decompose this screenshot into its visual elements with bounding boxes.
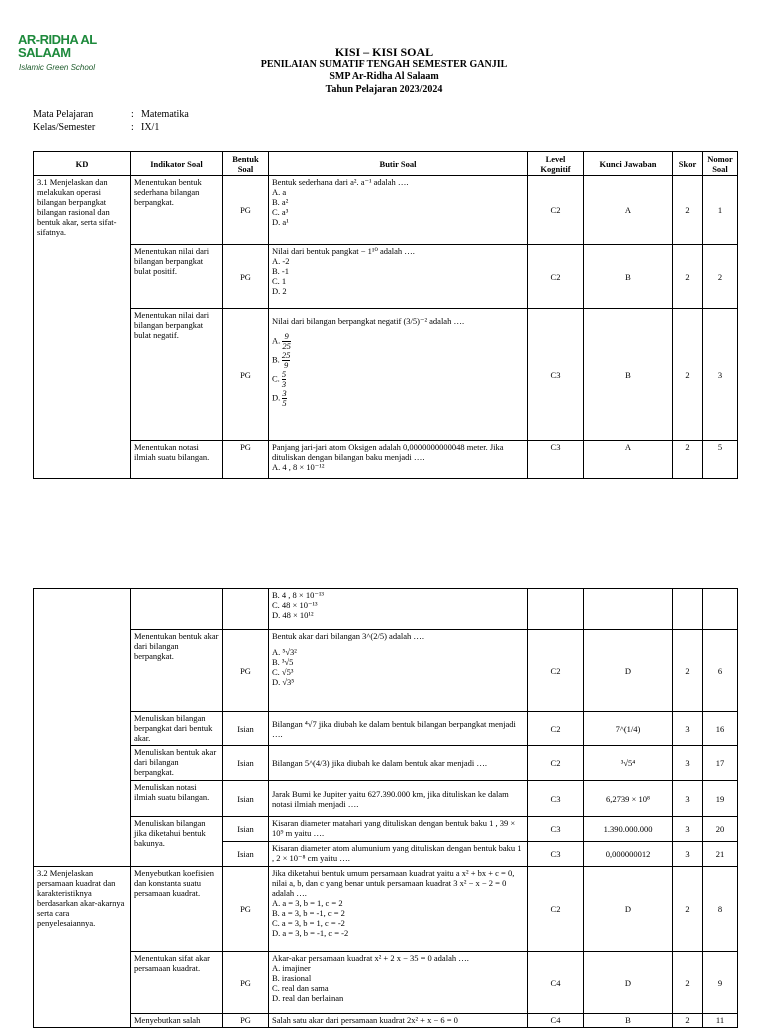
question-text: Jika diketahui bentuk umum persamaan kuadrat yaitu a x² + bx + c = 0, nilai a, b, dan c yang benar untuk persamaan kuadrat 3 x² − x − 2 = 0 adalah …. [272, 868, 515, 898]
table-header-row [34, 152, 738, 176]
table-row [34, 441, 738, 479]
nomor-cell: 19 [703, 781, 738, 817]
indikator-cell: Menyebutkan koefisien dan konstanta suatu persamaan kuadrat. [131, 867, 223, 952]
kunci-cell: B [584, 1014, 673, 1028]
option-c: C. a³ [272, 207, 289, 217]
table-row [34, 630, 738, 712]
nomor-cell: 16 [703, 712, 738, 746]
col-bentuk: Bentuk Soal [223, 152, 269, 176]
level-cell: C3 [528, 817, 584, 842]
question-text: Bentuk akar dari bilangan 3^(2/5) adalah …. [272, 631, 424, 641]
logo-wordmark: AR-RIDHA AL SALAAM [18, 32, 97, 60]
col-kunci: Kunci Jawaban [584, 152, 673, 176]
kunci-cell: ³√5⁴ [584, 746, 673, 781]
nomor-cell: 3 [703, 309, 738, 441]
level-cell: C2 [528, 746, 584, 781]
document-subtitle: PENILAIAN SUMATIF TENGAH SEMESTER GANJIL [260, 59, 508, 70]
option-c: C. 48 × 10⁻¹³ [272, 600, 318, 610]
option-b: B. a = 3, b = -1, c = 2 [272, 908, 345, 918]
nomor-cell: 5 [703, 441, 738, 479]
indikator-cell: Menuliskan bilangan jika diketahui bentuk bakunya. [131, 817, 223, 867]
option-d: D. a¹ [272, 217, 289, 227]
kunci-cell: 0,000000012 [584, 842, 673, 867]
bentuk-cell: Isian [223, 817, 269, 842]
level-cell: C3 [528, 781, 584, 817]
skor-cell [673, 589, 703, 630]
butir-cell: Bilangan ⁴√7 jika diubah ke dalam bentuk bilangan berpangkat menjadi …. [269, 712, 528, 746]
table-row [34, 781, 738, 817]
indikator-cell [131, 589, 223, 630]
kd-cell-continued [34, 589, 131, 867]
table-row [34, 817, 738, 842]
subject-row: Mata Pelajaran : Matematika [33, 109, 189, 120]
level-cell: C3 [528, 441, 584, 479]
option-c: C. 1 [272, 276, 287, 286]
bentuk-cell: Isian [223, 712, 269, 746]
option-b: B. -1 [272, 266, 289, 276]
level-cell: C3 [528, 309, 584, 441]
butir-cell [269, 952, 528, 1014]
level-cell: C2 [528, 176, 584, 245]
butir-cell: Bilangan 5^(4/3) jika diubah ke dalam bentuk akar menjadi …. [269, 746, 528, 781]
table-row [34, 245, 738, 309]
butir-cell: Kisaran diameter matahari yang dituliskan dengan bentuk baku 1 , 39 × 10⁹ m yaitu …. [269, 817, 528, 842]
kunci-cell: D [584, 867, 673, 952]
butir-cell: Kisaran diameter atom alumunium yang dituliskan dengan bentuk baku 1 , 2 × 10⁻⁸ cm yaitu …. [269, 842, 528, 867]
table-row [34, 309, 738, 441]
level-cell [528, 589, 584, 630]
bentuk-cell: PG [223, 630, 269, 712]
skor-cell: 3 [673, 746, 703, 781]
col-kd: KD [34, 152, 131, 176]
option-b: B. 4 , 8 × 10⁻¹³ [272, 590, 324, 600]
option-c: C. √5³ [272, 667, 294, 677]
kunci-cell: A [584, 176, 673, 245]
kisi-table-page2 [33, 588, 738, 1028]
col-butir: Butir Soal [269, 152, 528, 176]
kunci-cell: D [584, 630, 673, 712]
subject-value: Matematika [141, 109, 189, 120]
col-skor: Skor [673, 152, 703, 176]
indikator-cell: Menuliskan bentuk akar dari bilangan berpangkat. [131, 746, 223, 781]
kd-cell: 3.2 Menjelaskan persamaan kuadrat dan karakteristiknya berdasarkan akar-akarnya serta cara penyelesaiannya. [34, 867, 131, 1028]
level-cell: C2 [528, 712, 584, 746]
skor-cell: 2 [673, 176, 703, 245]
option-c: C. a = 3, b = 1, c = -2 [272, 918, 345, 928]
butir-cell: Jarak Bumi ke Jupiter yaitu 627.390.000 km, jika dituliskan ke dalam notasi ilmiah menjadi …. [269, 781, 528, 817]
kunci-cell [584, 589, 673, 630]
butir-cell [269, 867, 528, 952]
butir-cell: Salah satu akar dari persamaan kuadrat 2x² + x − 6 = 0 [269, 1014, 528, 1028]
kunci-cell: B [584, 245, 673, 309]
skor-cell: 2 [673, 867, 703, 952]
class-label: Kelas/Semester [33, 122, 96, 133]
option-b: B. $\frac{25}{9}$ [272, 350, 291, 370]
bentuk-cell [223, 589, 269, 630]
kd-cell: 3.1 Menjelaskan dan melakukan operasi bilangan berpangkat bilangan rasional dan bentuk akar, serta sifat-sifatnya. [34, 176, 131, 479]
table-row [34, 746, 738, 781]
document-title: KISI – KISI SOAL [334, 45, 434, 59]
kunci-cell: A [584, 441, 673, 479]
class-value: IX/1 [141, 122, 160, 133]
nomor-cell: 17 [703, 746, 738, 781]
question-text: Nilai dari bilangan berpangkat negatif (3/5)⁻² adalah …. [272, 316, 465, 326]
question-text: Akar-akar persamaan kuadrat x² + 2 x − 35 = 0 adalah …. [272, 953, 469, 963]
indikator-cell: Menuliskan notasi ilmiah suatu bilangan. [131, 781, 223, 817]
skor-cell: 2 [673, 1014, 703, 1028]
level-cell: C4 [528, 1014, 584, 1028]
table-row [34, 712, 738, 746]
nomor-cell: 1 [703, 176, 738, 245]
level-cell: C3 [528, 842, 584, 867]
option-b: B. ³√5 [272, 657, 294, 667]
academic-year: Tahun Pelajaran 2023/2024 [325, 84, 443, 95]
skor-cell: 2 [673, 309, 703, 441]
option-d: D. √3⁵ [272, 677, 295, 687]
indikator-cell: Menentukan nilai dari bilangan berpangkat bulat positif. [131, 245, 223, 309]
option-d: D. $\frac{3}{5}$ [272, 388, 287, 408]
bentuk-cell: PG [223, 309, 269, 441]
skor-cell: 2 [673, 245, 703, 309]
option-d: D. 2 [272, 286, 287, 296]
col-nomor: Nomor Soal [703, 152, 738, 176]
question-text: Nilai dari bentuk pangkat − 1¹⁰ adalah …. [272, 246, 415, 256]
butir-cell [269, 589, 528, 630]
nomor-cell: 2 [703, 245, 738, 309]
indikator-cell: Menentukan notasi ilmiah suatu bilangan. [131, 441, 223, 479]
skor-cell: 3 [673, 712, 703, 746]
skor-cell: 3 [673, 842, 703, 867]
skor-cell: 2 [673, 441, 703, 479]
butir-cell [269, 309, 528, 441]
table-row [34, 952, 738, 1014]
kisi-table-page1 [33, 151, 738, 479]
nomor-cell: 6 [703, 630, 738, 712]
level-cell: C2 [528, 245, 584, 309]
bentuk-cell: Isian [223, 746, 269, 781]
nomor-cell: 11 [703, 1014, 738, 1028]
question-text: Bentuk sederhana dari a². a⁻¹ adalah …. [272, 177, 409, 187]
butir-cell [269, 441, 528, 479]
indikator-cell: Menyebutkan salah [131, 1014, 223, 1028]
table-row [34, 1014, 738, 1028]
kunci-cell: 7^(1/4) [584, 712, 673, 746]
table-row [34, 867, 738, 952]
logo-tagline: Islamic Green School [19, 63, 96, 72]
butir-cell [269, 245, 528, 309]
indikator-cell: Menuliskan bilangan berpangkat dari bentuk akar. [131, 712, 223, 746]
butir-cell [269, 630, 528, 712]
col-indikator: Indikator Soal [131, 152, 223, 176]
option-a: A. 4 , 8 × 10⁻¹² [272, 462, 325, 472]
indikator-cell: Menentukan bentuk akar dari bilangan berpangkat. [131, 630, 223, 712]
option-a: A. a = 3, b = 1, c = 2 [272, 898, 343, 908]
skor-cell: 3 [673, 817, 703, 842]
question-text: Panjang jari-jari atom Oksigen adalah 0,0000000000048 meter. Jika dituliskan dengan bilangan baku menjadi …. [272, 442, 504, 462]
kunci-cell: B [584, 309, 673, 441]
table-row [34, 589, 738, 630]
indikator-cell: Menentukan sifat akar persamaan kuadrat. [131, 952, 223, 1014]
option-d: D. real dan berlainan [272, 993, 344, 1003]
nomor-cell [703, 589, 738, 630]
nomor-cell: 8 [703, 867, 738, 952]
skor-cell: 3 [673, 781, 703, 817]
option-a: A. ⁵√3² [272, 647, 297, 657]
kunci-cell: 1.390.000.000 [584, 817, 673, 842]
butir-cell [269, 176, 528, 245]
table-row [34, 176, 738, 245]
option-c: C. $\frac{5}{3}$ [272, 369, 287, 389]
school-name: SMP Ar-Ridha Al Salaam [329, 71, 439, 82]
option-b: B. irasional [272, 973, 312, 983]
subject-label: Mata Pelajaran [33, 109, 94, 120]
skor-cell: 2 [673, 630, 703, 712]
bentuk-cell: Isian [223, 842, 269, 867]
bentuk-cell: PG [223, 867, 269, 952]
bentuk-cell: PG [223, 952, 269, 1014]
class-row: Kelas/Semester : IX/1 [33, 122, 160, 133]
bentuk-cell: Isian [223, 781, 269, 817]
bentuk-cell: PG [223, 441, 269, 479]
skor-cell: 2 [673, 952, 703, 1014]
option-d: D. 48 × 10¹² [272, 610, 314, 620]
bentuk-cell: PG [223, 1014, 269, 1028]
option-d: D. a = 3, b = -1, c = -2 [272, 928, 349, 938]
indikator-cell: Menentukan nilai dari bilangan berpangkat bulat negatif. [131, 309, 223, 441]
nomor-cell: 9 [703, 952, 738, 1014]
indikator-cell: Menentukan bentuk sederhana bilangan berpangkat. [131, 176, 223, 245]
col-level: Level Kognitif [528, 152, 584, 176]
bentuk-cell: PG [223, 245, 269, 309]
option-c: C. real dan sama [272, 983, 329, 993]
nomor-cell: 21 [703, 842, 738, 867]
option-a: A. -2 [272, 256, 290, 266]
level-cell: C2 [528, 630, 584, 712]
option-a: A. $\frac{9}{25}$ [272, 331, 291, 351]
level-cell: C2 [528, 867, 584, 952]
kunci-cell: 6,2739 × 10⁸ [584, 781, 673, 817]
option-a: A. a [272, 187, 287, 197]
kunci-cell: D [584, 952, 673, 1014]
nomor-cell: 20 [703, 817, 738, 842]
level-cell: C4 [528, 952, 584, 1014]
option-b: B. a² [272, 197, 289, 207]
bentuk-cell: PG [223, 176, 269, 245]
option-a: A. imajiner [272, 963, 311, 973]
